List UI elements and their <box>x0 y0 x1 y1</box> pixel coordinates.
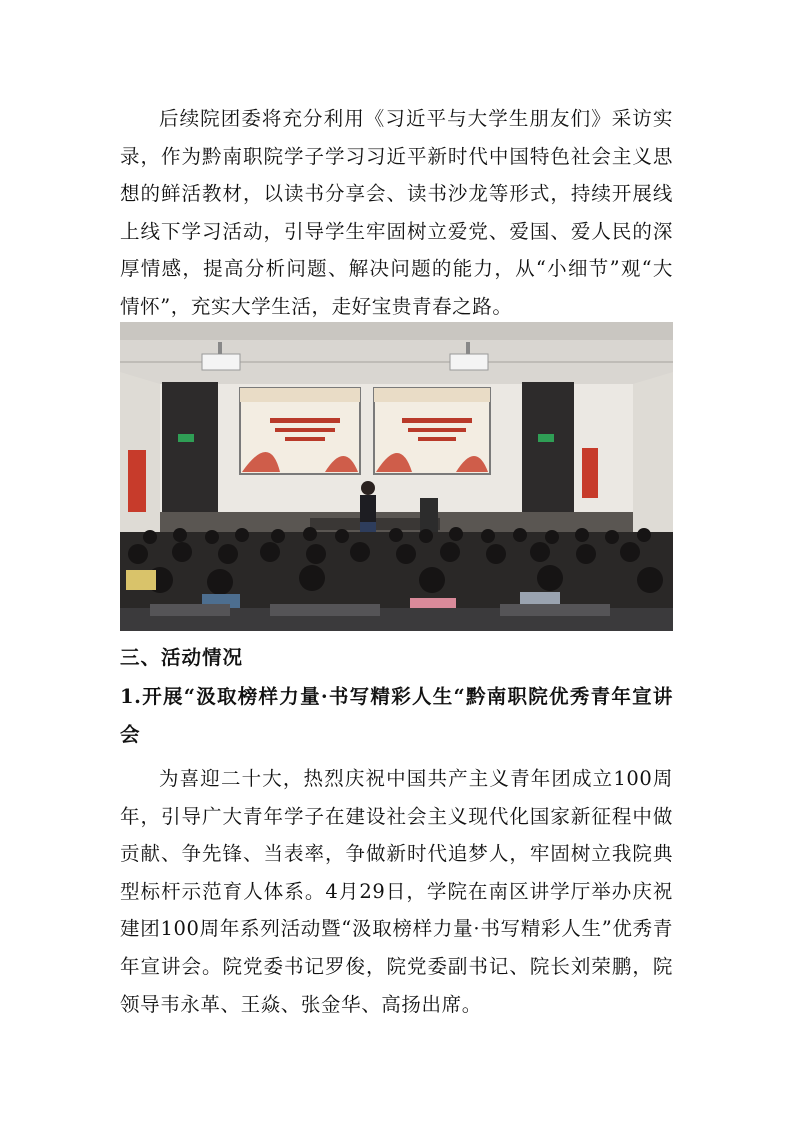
projector-right <box>450 354 488 370</box>
paragraph-event: 为喜迎二十大，热烈庆祝中国共产主义青年团成立100周年，引导广大青年学子在建设社会主义现代化国家新征程中做贡献、争先锋、当表率，争做新时代追梦人，牢固树立我院典型标杆示范育人体系。4月29日，学院在南区讲学厅举办庆祝建团100周年系列活动暨“汲取榜样力量·书写精彩人生”优秀青年宣讲会。院党委书记罗俊，院党委副书记、院长刘荣鹏，院领导韦永革、王焱、张金华、高扬出席。 <box>120 767 673 1016</box>
projector-left <box>202 354 240 370</box>
dark-panel-right <box>522 382 574 532</box>
subheading: 1.开展“汲取榜样力量·书写精彩人生“黔南职院优秀青年宣讲会 <box>120 685 673 746</box>
section-heading: 三、活动情况 <box>120 646 244 669</box>
red-banner-left <box>128 450 146 512</box>
dark-panel-left <box>162 382 218 532</box>
paragraph-intro: 后续院团委将充分利用《习近平与大学生朋友们》采访实录，作为黔南职院学子学习习近平新时代中国特色社会主义思想的鲜活教材，以读书分享会、读书沙龙等形式，持续开展线上线下学习活动，引导学生牢固树立爱党、爱国、爱人民的深厚情感，提高分析问题、解决问题的能力，从“小细节”观“大情怀”，充实大学生活，走好宝贵青春之路。 <box>120 107 673 318</box>
red-banner-right <box>582 448 598 498</box>
speaker <box>361 481 375 495</box>
podium <box>420 498 438 532</box>
lecture-hall-photo <box>120 322 673 631</box>
